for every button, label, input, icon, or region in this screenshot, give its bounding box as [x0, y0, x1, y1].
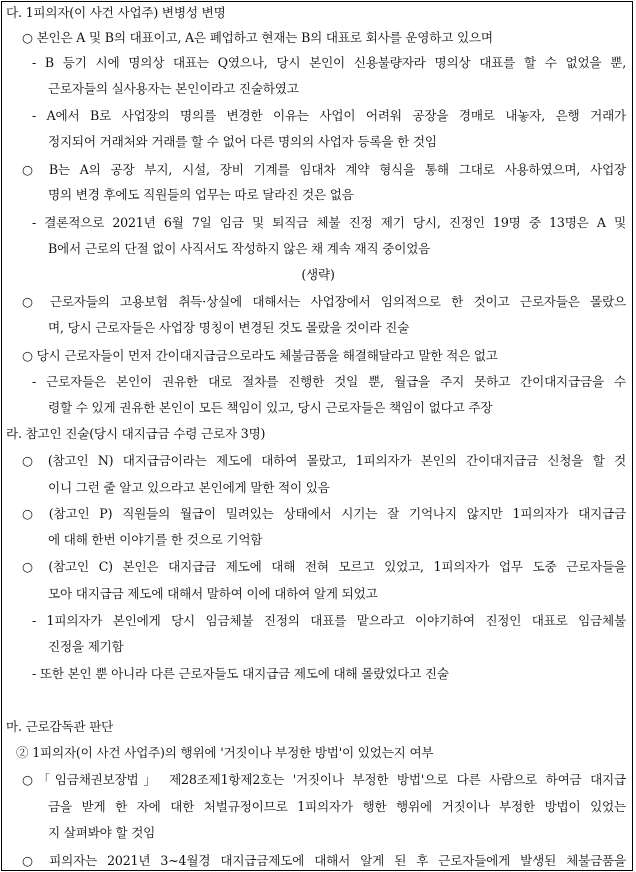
continuation-line: 명의 변경 후에도 직원들의 업무는 따로 달라진 것은 없음 [48, 187, 354, 202]
dash-line: - 결론적으로 2021년 6월 7일 임금 및 퇴직금 체불 진정 제기 당시, 진정인 19명 중 13명은 A 및 [32, 215, 626, 230]
omission-note: (생략) [301, 267, 335, 282]
bullet-line: ○ 본인은 A 및 B의 대표이고, A은 폐업하고 현재는 B의 대표로 회사를 운영하고 있으며 [22, 30, 493, 45]
continuation-line: 근로자들의 실사용자는 본인이라고 진술하였고 [48, 81, 299, 96]
continuation-line: 진정을 제기함 [48, 639, 124, 654]
continuation-line: 모아 대지급금 제도에 대해서 말하여 이에 대하여 알게 되었고 [48, 586, 378, 601]
continuation-line: 며, 당시 근로자들은 사업장 명칭이 변경된 것도 몰랐을 것이라 진술 [48, 320, 410, 335]
dash-line: - 근로자들은 본인이 권유한 대로 절차를 진행한 것일 뿐, 월급을 주지 못하고 간이대지급금을 수 [32, 374, 626, 389]
bullet-line: ○ (참고인 N) 대지급금이라는 제도에 대하여 몰랐고, 1피의자가 본인의 간이대지급금 신청을 할 것 [22, 453, 626, 468]
section-heading-ra: 라. 참고인 진술(당시 대지급금 수령 근로자 3명) [6, 426, 266, 441]
bullet-line: ○ 근로자들의 고용보험 취득·상실에 대해서는 사업장에서 임의적으로 한 것이고 근로자들은 몰랐으 [22, 294, 626, 309]
continuation-line: 령할 수 있게 권유한 본인이 모든 책임이 있고, 당시 근로자들은 책임이 없다고 주장 [48, 400, 493, 415]
continuation-line: 금을 받게 한 자에 대한 처벌규정이므로 1피의자가 행한 행위에 거짓이나 부정한 방법이 있었는 [48, 799, 626, 814]
continuation-line: B에서 근로의 단절 없이 사직서도 작성하지 않은 채 계속 재직 중이었음 [48, 241, 431, 256]
bullet-line: ○ B는 A의 공장 부지, 시설, 장비 기계를 임대차 계약 형식을 통해 그대로 사용하였으며, 사업장 [22, 162, 626, 177]
dash-line: - 또한 본인 뿐 아니라 다른 근로자들도 대지급금 제도에 대해 몰랐었다고 진술 [32, 666, 449, 681]
bullet-line: ○ 당시 근로자들이 먼저 간이대지급금으로라도 체불금품을 해결해달라고 말한 적은 없고 [22, 348, 498, 363]
dash-line: - A에서 B로 사업장의 명의를 변경한 이유는 사업이 어려워 공장을 경매로 내놓자, 은행 거래가 [32, 108, 626, 123]
continuation-line: 에 대해 한번 이야기를 한 것으로 기억함 [48, 532, 263, 547]
document-page [1, 1, 633, 871]
bullet-line: ○ (참고인 C) 본인은 대지급금 제도에 대해 전혀 모르고 있었고, 1피의자가 업무 도중 근로자들을 [22, 559, 626, 574]
numbered-line: ② 1피의자(이 사건 사업주)의 행위에 '거짓이나 부정한 방법'이 있었는지 여부 [16, 745, 434, 760]
bullet-line: ○ 피의자는 2021년 3~4월경 대지급금제도에 대해서 알게 된 후 근로자들에게 발생된 체불금품을 [22, 853, 626, 868]
section-heading-ma: 마. 근로감독관 판단 [6, 719, 114, 734]
continuation-line: 이니 그런 줄 알고 있으라고 본인에게 말한 적이 있음 [48, 480, 330, 495]
bullet-line: ○「임금채권보장법」 제28조제1항제2호는 '거짓이나 부정한 방법'으로 다른 사람으로 하여금 대지급 [22, 772, 626, 787]
section-heading-da: 다. 1피의자(이 사건 사업주) 변병성 변명 [6, 5, 226, 20]
dash-line: - 1피의자가 본인에게 당시 임금체불 진정의 대표를 맡으라고 이야기하여 진정인 대표로 임금체불 [32, 613, 626, 628]
dash-line: - B 등기 시에 명의상 대표는 Q였으나, 당시 본인이 신용불량자라 명의상 대표를 할 수 없었을 뿐, [32, 55, 626, 70]
continuation-line: 정지되어 거래처와 거래를 할 수 없어 다른 명의의 사업자 등록을 한 것임 [48, 134, 437, 149]
bullet-line: ○ (참고인 P) 직원들의 월급이 밀려있는 상태에서 시기는 잘 기억나지 않지만 1피의자가 대지급금 [22, 506, 626, 521]
continuation-line: 지 살펴봐야 할 것임 [48, 825, 156, 840]
